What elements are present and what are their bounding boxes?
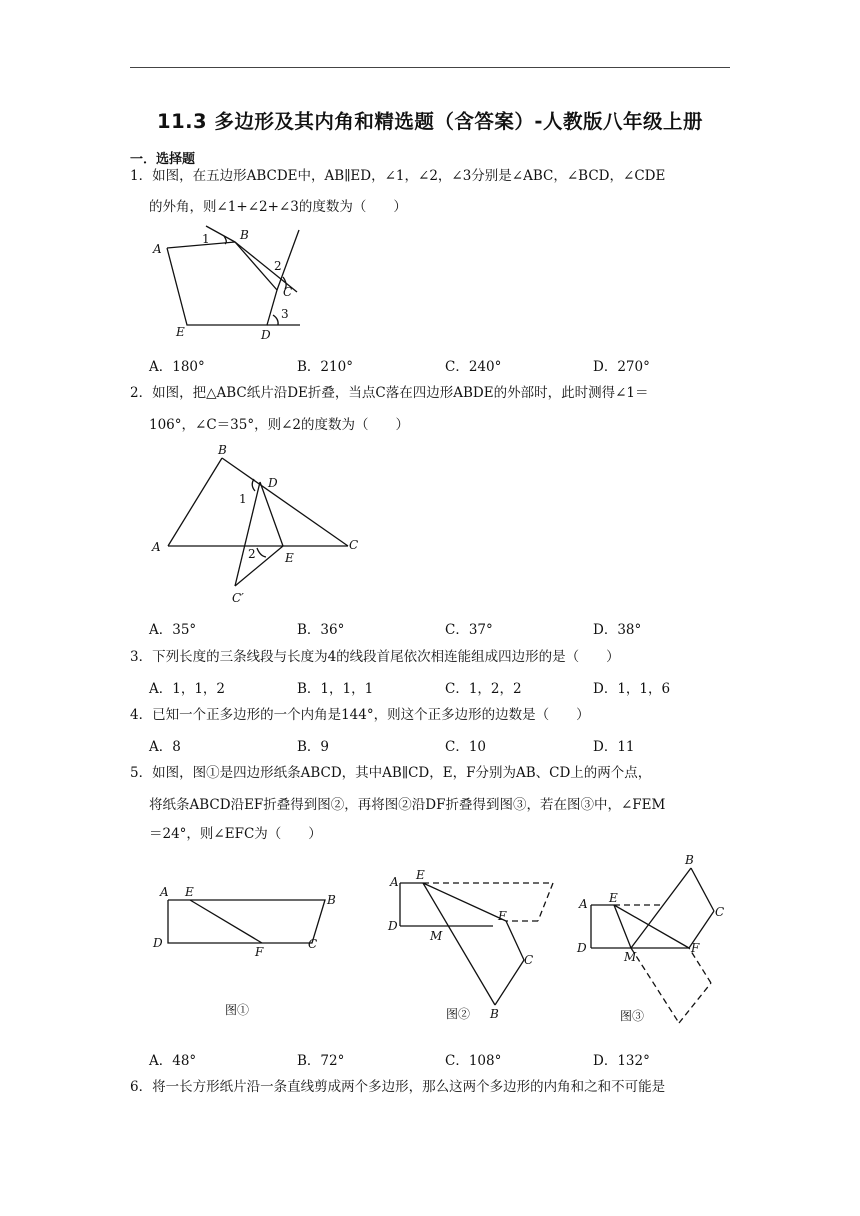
label-C: C xyxy=(349,538,359,552)
section-heading: 一．选择题 xyxy=(130,152,196,167)
label-E: E xyxy=(176,325,185,339)
question-6 xyxy=(130,1074,735,1101)
label-C: C xyxy=(283,285,293,299)
q5-folding-figures xyxy=(140,848,750,1038)
question-text-cont-2: ＝24°，则∠EFC为（ ） xyxy=(149,826,322,842)
question-text-cont: 106°，∠C＝35°，则∠2的度数为（ ） xyxy=(149,417,409,433)
option-c[interactable]: C．37° xyxy=(445,622,493,638)
question-number: 1． xyxy=(130,168,153,184)
fig1-label-D: D xyxy=(153,936,163,950)
fig3-label-F: F xyxy=(691,941,700,955)
fig2-caption: 图② xyxy=(446,1007,471,1021)
fig2-label-E: E xyxy=(416,868,425,882)
question-5 xyxy=(130,760,735,787)
option-a[interactable]: A．8 xyxy=(149,739,181,755)
fig2-label-C: C xyxy=(524,953,534,967)
label-A: A xyxy=(153,242,162,256)
question-number: 4． xyxy=(130,707,153,723)
q2-options xyxy=(149,618,749,638)
option-d[interactable]: D．38° xyxy=(593,622,642,638)
option-d[interactable]: D．132° xyxy=(593,1053,650,1069)
question-text: 已知一个正多边形的一个内角是144°，则这个正多边形的边数是（ ） xyxy=(152,707,590,723)
fig3-label-C: C xyxy=(715,905,725,919)
fig1-label-F: F xyxy=(255,945,264,959)
option-c[interactable]: C．108° xyxy=(445,1053,502,1069)
question-text: 如图，图①是四边形纸条ABCD，其中AB∥CD，E，F分别为AB、CD上的两个点， xyxy=(152,765,652,781)
option-b[interactable]: B．36° xyxy=(297,622,345,638)
question-number: 5． xyxy=(130,765,153,781)
label-D: D xyxy=(268,476,278,490)
option-b[interactable]: B．1，1，1 xyxy=(297,681,374,697)
question-number: 3． xyxy=(130,649,153,665)
q1-pentagon-figure xyxy=(140,222,340,346)
question-3 xyxy=(130,644,735,671)
fig3-label-A: A xyxy=(579,897,588,911)
option-d[interactable]: D．1，1，6 xyxy=(593,681,671,697)
option-b[interactable]: B．210° xyxy=(297,359,353,375)
label-angle-1: 1 xyxy=(202,232,210,246)
label-B: B xyxy=(218,443,227,457)
fig2-label-A: A xyxy=(390,875,399,889)
label-angle-1: 1 xyxy=(239,492,247,506)
question-4 xyxy=(130,702,735,729)
option-a[interactable]: A．35° xyxy=(149,622,197,638)
option-d[interactable]: D．270° xyxy=(593,359,650,375)
fig3-caption: 图③ xyxy=(620,1009,645,1023)
option-c[interactable]: C．240° xyxy=(445,359,502,375)
option-d[interactable]: D．11 xyxy=(593,739,635,755)
q5-options xyxy=(149,1049,749,1069)
fig1-label-C: C xyxy=(308,937,318,951)
question-2 xyxy=(130,380,735,407)
label-D: D xyxy=(261,328,271,342)
fig1-caption: 图① xyxy=(225,1003,250,1017)
question-text: 如图，在五边形ABCDE中，AB∥ED，∠1，∠2，∠3分别是∠ABC，∠BCD，∠CDE xyxy=(152,168,666,184)
header-rule xyxy=(130,67,730,68)
fig3-label-E: E xyxy=(609,891,618,905)
question-number: 6． xyxy=(130,1079,153,1095)
fig2-label-M: M xyxy=(430,929,443,943)
option-b[interactable]: B．9 xyxy=(297,739,330,755)
fig3-label-M: M xyxy=(624,950,637,964)
label-E: E xyxy=(285,551,294,565)
question-text-cont: 将纸条ABCD沿EF折叠得到图②，再将图②沿DF折叠得到图③，若在图③中，∠FEM xyxy=(149,797,666,813)
option-a[interactable]: A．180° xyxy=(149,359,205,375)
fig3-label-B: B xyxy=(685,853,694,867)
label-angle-3: 3 xyxy=(281,307,289,321)
fig1-label-A: A xyxy=(160,885,169,899)
page-title: 11.3 多边形及其内角和精选题（含答案）-人教版八年级上册 xyxy=(157,110,703,133)
label-C-prime: C′ xyxy=(232,591,244,605)
label-angle-2: 2 xyxy=(248,547,256,561)
option-c[interactable]: C．10 xyxy=(445,739,487,755)
option-c[interactable]: C．1，2，2 xyxy=(445,681,522,697)
option-a[interactable]: A．48° xyxy=(149,1053,197,1069)
option-b[interactable]: B．72° xyxy=(297,1053,345,1069)
label-A: A xyxy=(152,540,161,554)
q2-fold-figure xyxy=(140,440,380,610)
fig2-label-F: F xyxy=(498,909,507,923)
fig2-label-B: B xyxy=(490,1007,499,1021)
fig3-label-D: D xyxy=(577,941,587,955)
fig2-label-D: D xyxy=(388,919,398,933)
q3-options xyxy=(149,677,749,697)
question-text-cont: 的外角，则∠1+∠2+∠3的度数为（ ） xyxy=(149,199,407,215)
option-a[interactable]: A．1，1，2 xyxy=(149,681,226,697)
question-text: 将一长方形纸片沿一条直线剪成两个多边形，那么这两个多边形的内角和之和不可能是 xyxy=(152,1079,666,1095)
label-B: B xyxy=(240,228,249,242)
label-angle-2: 2 xyxy=(274,259,282,273)
question-number: 2． xyxy=(130,385,153,401)
q4-options xyxy=(149,735,749,755)
question-1 xyxy=(130,163,735,190)
fig1-label-B: B xyxy=(327,893,336,907)
question-text: 如图，把△ABC纸片沿DE折叠，当点C落在四边形ABDE的外部时，此时测得∠1＝ xyxy=(152,385,649,401)
fig1-label-E: E xyxy=(185,885,194,899)
question-text: 下列长度的三条线段与长度为4的线段首尾依次相连能组成四边形的是（ ） xyxy=(152,649,620,665)
q1-options xyxy=(149,355,749,375)
